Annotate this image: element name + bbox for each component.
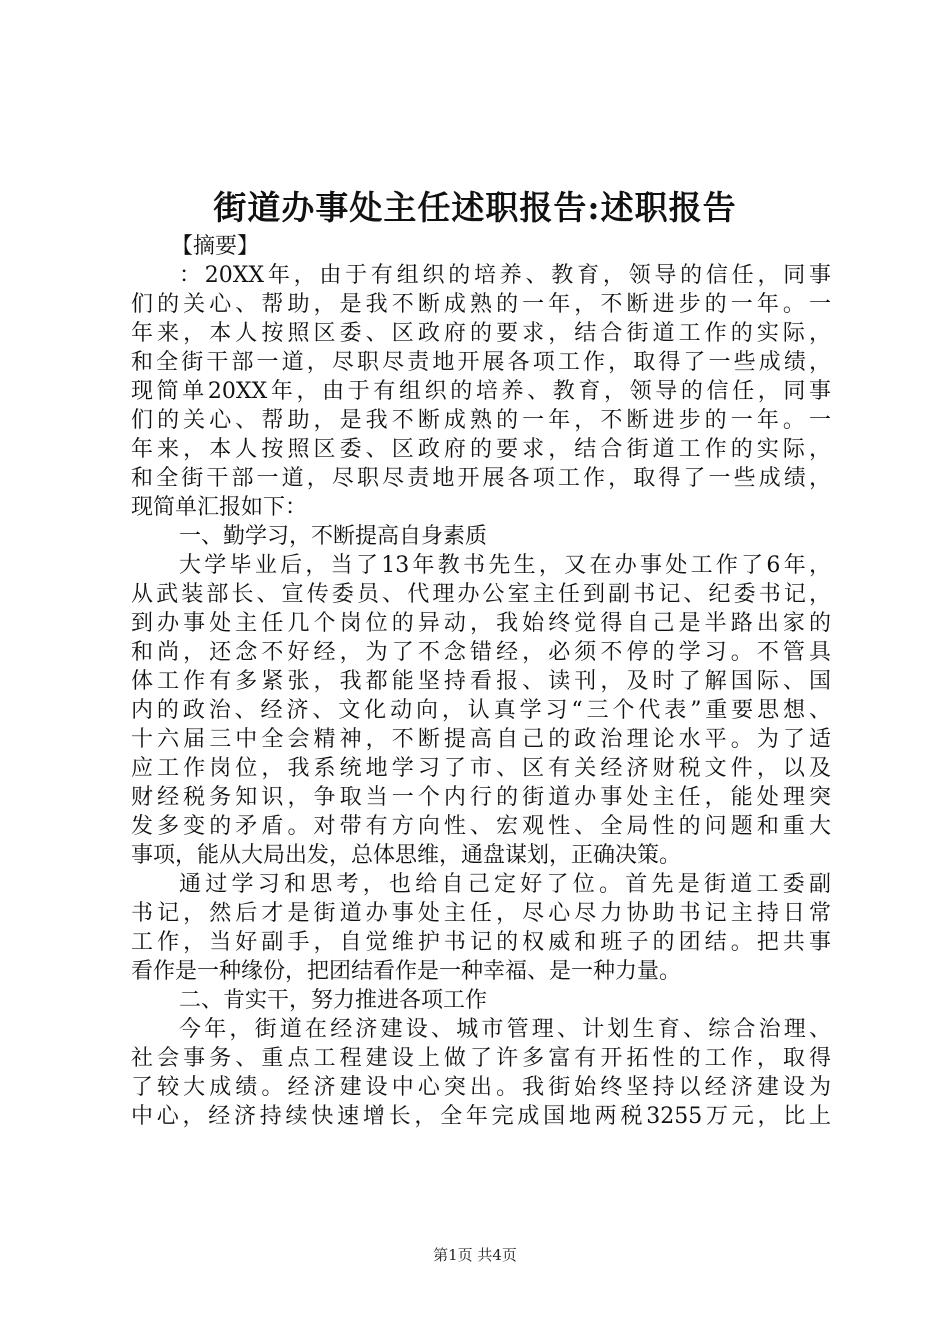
text-line: 和全街干部一道，尽职尽责地开展各项工作，取得了一些成绩，	[131, 466, 831, 491]
text-line: 工作，当好副手，自觉维护书记的权威和班子的团结。把共事	[131, 930, 831, 955]
text-line: 们的关心、帮助，是我不断成熟的一年，不断进步的一年。一	[131, 292, 831, 317]
text-line: 通过学习和思考，也给自己定好了位。首先是街道工委副	[179, 872, 831, 897]
text-line: 事项，能从大局出发，总体思维，通盘谋划，正确决策。	[131, 843, 682, 868]
text-line: 们的关心、帮助，是我不断成熟的一年，不断进步的一年。一	[131, 408, 831, 433]
text-line: 今年，街道在经济建设、城市管理、计划生育、综合治理、	[179, 1017, 831, 1042]
text-line: 了较大成绩。经济建设中心突出。我街始终坚持以经济建设为	[131, 1075, 831, 1100]
text-line: 二、肯实干，努力推进各项工作	[179, 988, 488, 1013]
text-line: 财经税务知识，争取当一个内行的街道办事处主任，能处理突	[131, 785, 831, 810]
document-title: 街道办事处主任述职报告:述职报告	[213, 188, 737, 227]
text-line: 【摘要】	[171, 234, 260, 259]
text-line: 社会事务、重点工程建设上做了许多富有开拓性的工作，取得	[131, 1046, 831, 1071]
text-line: 一、勤学习，不断提高自身素质	[179, 524, 488, 549]
text-line: 大学毕业后，当了13年教书先生，又在办事处工作了6年，	[179, 553, 831, 578]
text-line: 应工作岗位，我系统地学习了市、区有关经济财税文件，以及	[131, 756, 831, 781]
text-line: 年来，本人按照区委、区政府的要求，结合街道工作的实际，	[131, 321, 831, 346]
text-line: 现简单汇报如下：	[131, 495, 308, 520]
text-line: 和尚，还念不好经，为了不念错经，必须不停的学习。不管具	[131, 640, 831, 665]
text-line: 看作是一种缘份，把团结看作是一种幸福、是一种力量。	[131, 959, 682, 984]
text-line: ：20XX年，由于有组织的培养、教育，领导的信任，同事	[179, 263, 831, 288]
text-line: 中心，经济持续快速增长，全年完成国地两税3255万元，比上	[131, 1104, 831, 1129]
text-line: 书记，然后才是街道办事处主任，尽心尽力协助书记主持日常	[131, 901, 831, 926]
text-line: 从武装部长、宣传委员、代理办公室主任到副书记、纪委书记，	[131, 582, 831, 607]
text-line: 发多变的矛盾。对带有方向性、宏观性、全局性的问题和重大	[131, 814, 831, 839]
text-line: 内的政治、经济、文化动向，认真学习“三个代表”重要思想、	[131, 698, 831, 723]
page-footer: 第1页 共4页	[433, 1246, 517, 1264]
text-line: 年来，本人按照区委、区政府的要求，结合街道工作的实际，	[131, 437, 831, 462]
text-line: 到办事处主任几个岗位的异动，我始终觉得自己是半路出家的	[131, 611, 831, 636]
document-body	[131, 232, 831, 1131]
text-line: 现简单20XX年，由于有组织的培养、教育，领导的信任，同事	[131, 379, 831, 404]
text-line: 十六届三中全会精神，不断提高自己的政治理论水平。为了适	[131, 727, 831, 752]
text-line: 体工作有多紧张，我都能坚持看报、读刊，及时了解国际、国	[131, 669, 831, 694]
text-line: 和全街干部一道，尽职尽责地开展各项工作，取得了一些成绩，	[131, 350, 831, 375]
